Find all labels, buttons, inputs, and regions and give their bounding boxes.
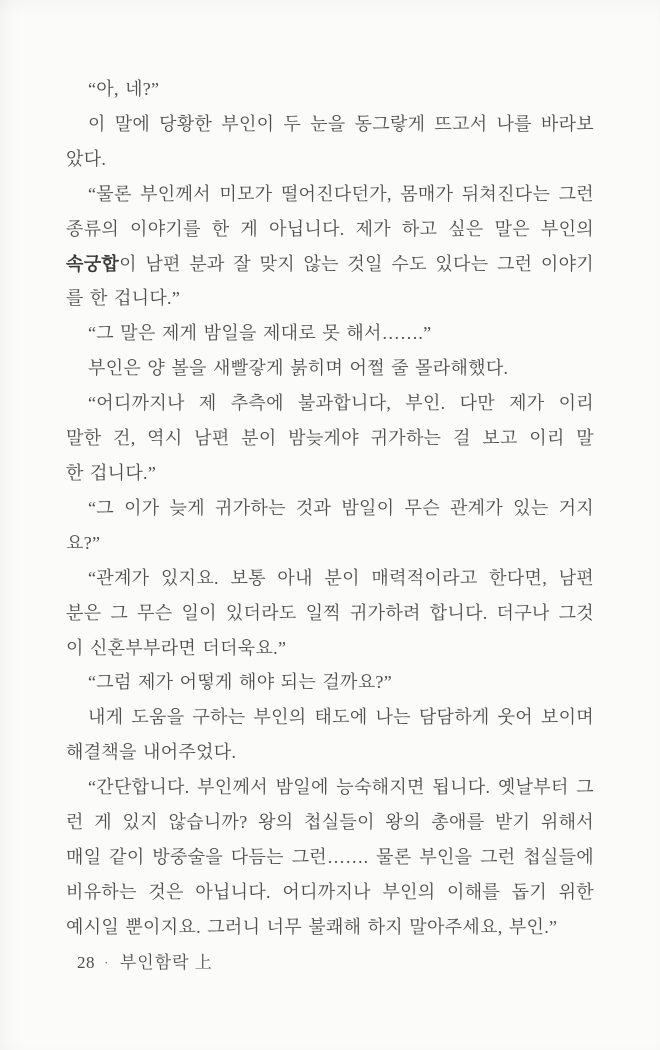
text-line: 종류의 이야기를 한 게 아닙니다. 제가 하고 싶은 말은 부인의 [66, 218, 594, 239]
footer-bullet-icon: · [104, 955, 109, 970]
bold-term: 속궁합 [66, 253, 120, 274]
text-line: 해결책을 내어주었다. [66, 742, 237, 763]
text-line: 부인은 양 볼을 새빨갛게 붉히며 어쩔 줄 몰라해했다. [88, 358, 509, 379]
text-line: 이 신혼부부라면 더더욱요.” [66, 637, 287, 658]
text-line: 속궁합이 남편 분과 잘 맞지 않는 것일 수도 있다는 그런 이야기 [66, 253, 594, 274]
text-line: 매일 같이 방중술을 다듬는 그런……. 물론 부인을 그런 첩실들에 [66, 846, 594, 867]
text-line: “아, 네?” [88, 79, 160, 99]
text-line: “그 말은 제게 밤일을 제대로 못 해서…….” [88, 323, 432, 344]
text-line: “물론 부인께서 미모가 떨어진다던가, 몸매가 뒤쳐진다는 그런 [88, 183, 594, 204]
text-line: 를 한 겁니다.” [66, 288, 181, 309]
text-line: 요?” [66, 532, 101, 553]
text-line: “관계가 있지요. 보통 아내 분이 매력적이라고 한다면, 남편 [88, 567, 594, 588]
text-line: “간단합니다. 부인께서 밤일에 능숙해지면 됩니다. 옛날부터 그 [88, 777, 594, 798]
text-line: 예시일 뿐이지요. 그러니 너무 불쾌해 하지 말아주세요, 부인.” [66, 916, 558, 937]
text-line: 한 겁니다.” [66, 462, 157, 483]
text-line: 분은 그 무슨 일이 있더라도 일찍 귀가하려 합니다. 더구나 그것 [66, 602, 594, 623]
text-line: “어디까지나 제 추측에 불과합니다, 부인. 다만 제가 이리 [88, 393, 594, 414]
book-title: 부인함락 上 [119, 953, 213, 972]
text-line: 비유하는 것은 아닙니다. 어디까지나 부인의 이해를 돕기 위한 [66, 881, 594, 902]
text-line: 이 말에 당황한 부인이 두 눈을 동그랗게 뜨고서 나를 바라보 [88, 113, 594, 134]
text-line: “그 이가 늦게 귀가하는 것과 밤일이 무슨 관계가 있는 거지 [88, 497, 594, 518]
text-line: 말한 건, 역시 남편 분이 밤늦게야 귀가하는 걸 보고 이리 말 [66, 428, 594, 449]
text-line: “그럼 제가 어떻게 해야 되는 걸까요?” [88, 672, 392, 693]
text-line: 내게 도움을 구하는 부인의 태도에 나는 담담하게 웃어 보이며 [88, 707, 594, 728]
page-body-text [66, 72, 594, 945]
page-number: 28 [77, 953, 95, 972]
text-line: 았다. [66, 148, 107, 169]
page-footer [77, 948, 213, 973]
text-line: 런 게 있지 않습니까? 왕의 첩실들이 왕의 총애를 받기 위해서 [66, 812, 594, 833]
